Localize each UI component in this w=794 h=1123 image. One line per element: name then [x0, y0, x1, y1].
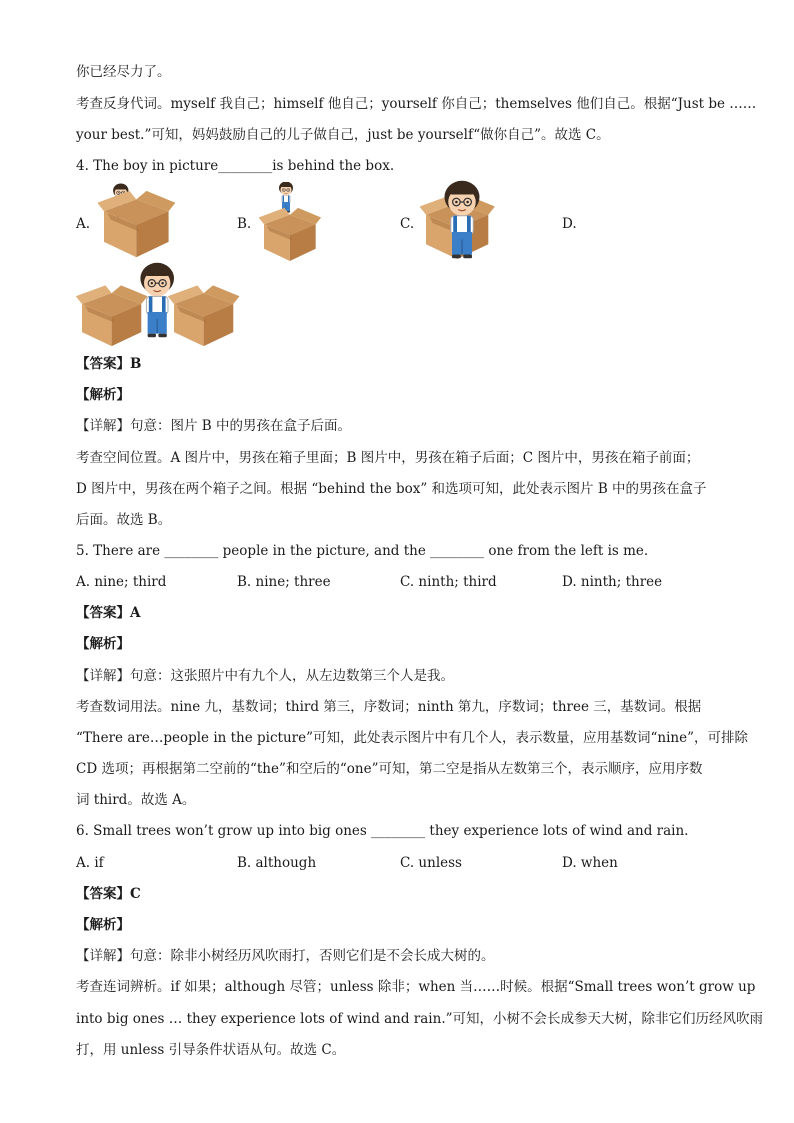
explain-text: 考查空间位置。A 图片中，男孩在箱子里面；B 图片中，男孩在箱子后面；C 图片中，男孩在箱子前面； [76, 450, 700, 466]
detail-text: 【详解】句意：除非小树经历风吹雨打，否则它们是不会长成大树的。 [76, 948, 495, 964]
option-c-label: C. [400, 216, 415, 232]
detail-text: 【详解】句意：这张照片中有九个人，从左边数第三个人是我。 [76, 668, 454, 684]
option-d-image-boy-between-boxes [76, 262, 241, 346]
option-a-image-boy-in-box [98, 182, 178, 264]
question-5-stem: 5. There are ________ people in the picture, and the ________ one from the left is me. [76, 543, 649, 559]
option-b-image-boy-behind-box [258, 182, 323, 264]
option-d: D. ninth; three [562, 574, 663, 590]
answer-label: 【答案】B [76, 356, 142, 372]
explain-text: 考查数词用法。nine 九，基数词；third 第三，序数词；ninth 第九，序数词；three 三，基数词。根据 [76, 699, 702, 715]
analysis-label: 【解析】 [76, 636, 130, 652]
answer-label: 【答案】C [76, 886, 141, 902]
option-a: A. nine; third [76, 574, 167, 590]
analysis-label: 【解析】 [76, 917, 130, 933]
detail-text: 【详解】句意：图片 B 中的男孩在盒子后面。 [76, 418, 352, 434]
option-a-label: A. [76, 216, 91, 232]
explain-text: 词 third。故选 A。 [76, 792, 196, 808]
explain-text: “There are…people in the picture”可知，此处表示图片中有几个人，表示数量，应用基数词“nine”，可排除 [76, 730, 748, 746]
option-c: C. unless [400, 855, 462, 871]
explain-text: into big ones … they experience lots of wind and rain.”可知，小树不会长成参天大树，除非它们历经风吹雨 [76, 1011, 764, 1027]
explain-text: 打，用 unless 引导条件状语从句。故选 C。 [76, 1042, 346, 1058]
option-c: C. ninth; third [400, 574, 497, 590]
option-b: B. nine; three [237, 574, 331, 590]
explain-text: CD 选项；再根据第二空前的“the”和空后的“one”可知，第二空是指从左数第三个，表示顺序，应用序数 [76, 761, 703, 777]
explain-text: 考查连词辨析。if 如果；although 尽管；unless 除非；when 当……时候。根据“Small trees won’t grow up [76, 979, 756, 995]
option-a: A. if [76, 855, 104, 871]
text-line: your best.”可知，妈妈鼓励自己的儿子做自己，just be yourself“做你自己”。故选 C。 [76, 127, 610, 143]
explain-text: D 图片中，男孩在两个箱子之间。根据 “behind the box” 和选项可知，此处表示图片 B 中的男孩在盒子 [76, 481, 707, 497]
answer-label: 【答案】A [76, 605, 141, 621]
question-6-stem: 6. Small trees won’t grow up into big ones ________ they experience lots of wind and rain. [76, 823, 689, 839]
option-d-label: D. [562, 216, 577, 232]
option-d: D. when [562, 855, 618, 871]
text-line: 考查反身代词。myself 我自己；himself 他自己；yourself 你自己；themselves 他们自己。根据“Just be …… [76, 96, 757, 112]
question-4-stem: 4. The boy in picture________is behind the box. [76, 158, 395, 174]
explain-text: 后面。故选 B。 [76, 512, 172, 528]
option-b-label: B. [237, 216, 252, 232]
option-c-image-boy-in-front-of-box [420, 180, 498, 266]
option-b: B. although [237, 855, 317, 871]
text-line: 你已经尽力了。 [76, 64, 171, 80]
analysis-label: 【解析】 [76, 387, 130, 403]
